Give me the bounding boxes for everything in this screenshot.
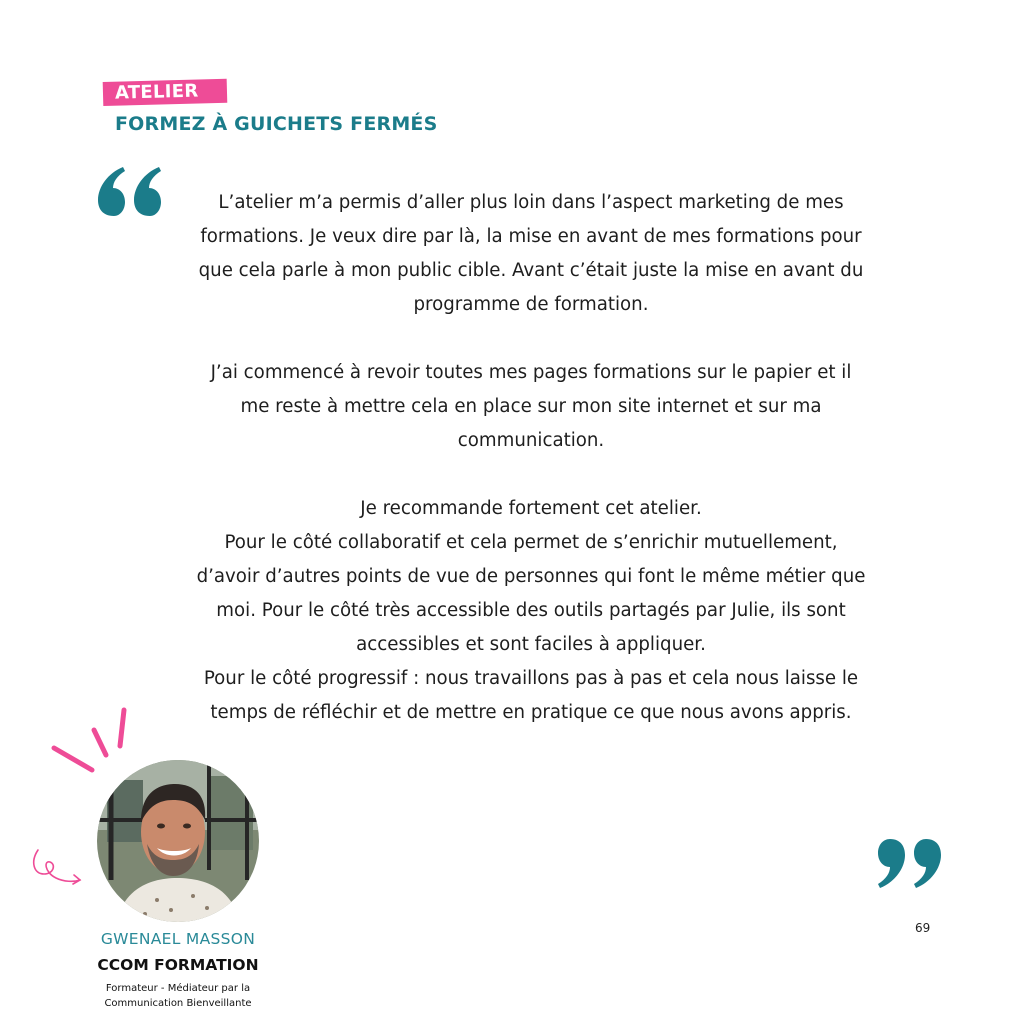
testimonial-line: Pour le côté collaboratif et cela permet de s’enrichir mutuellement, (224, 532, 838, 553)
curly-arrow-icon (34, 850, 80, 884)
testimonial-line: Je recommande fortement cet atelier. (360, 498, 702, 519)
paragraph-gap (160, 458, 902, 492)
author-name: GWENAEL MASSON (100, 930, 256, 948)
open-quote-icon (98, 165, 164, 217)
page-number: 69 (915, 921, 931, 935)
avatar-photo (97, 760, 259, 922)
testimonial-line: me reste à mettre cela en place sur mon site internet et sur ma (240, 396, 822, 417)
atelier-tag: ATELIER (103, 79, 227, 106)
testimonial-line: communication. (457, 430, 605, 451)
author-avatar (97, 760, 259, 922)
author-role-line: Communication Bienveillante (104, 998, 252, 1009)
paragraph-gap (160, 322, 902, 356)
author-role (60, 981, 296, 1011)
testimonial-text (160, 186, 902, 730)
testimonial-line: moi. Pour le côté très accessible des outils partagés par Julie, ils sont (216, 600, 846, 621)
testimonial-line: Pour le côté progressif : nous travaillons pas à pas et cela nous laisse le (203, 668, 859, 689)
testimonial-line: L’atelier m’a permis d’aller plus loin dans l’aspect marketing de mes (218, 192, 844, 213)
testimonial-line: programme de formation. (413, 294, 649, 315)
testimonial-line: que cela parle à mon public cible. Avant c’était juste la mise en avant du (198, 260, 864, 281)
author-company: CCOM FORMATION (97, 956, 259, 974)
testimonial-line: accessibles et sont faciles à appliquer. (356, 634, 706, 655)
testimonial-line: J’ai commencé à revoir toutes mes pages formations sur le papier et il (210, 362, 852, 383)
author-role-line: Formateur - Médiateur par la (105, 983, 251, 994)
testimonial-line: d’avoir d’autres points de vue de personnes qui font le même métier que (196, 566, 866, 587)
testimonial-line: temps de réfléchir et de mettre en pratique ce que nous avons appris. (210, 702, 852, 723)
page-subtitle: FORMEZ À GUICHETS FERMÉS (115, 113, 438, 135)
header-tag-wrap (103, 82, 227, 106)
close-quote-icon (878, 838, 942, 890)
testimonial-line: formations. Je veux dire par là, la mise en avant de mes formations pour (200, 226, 862, 247)
